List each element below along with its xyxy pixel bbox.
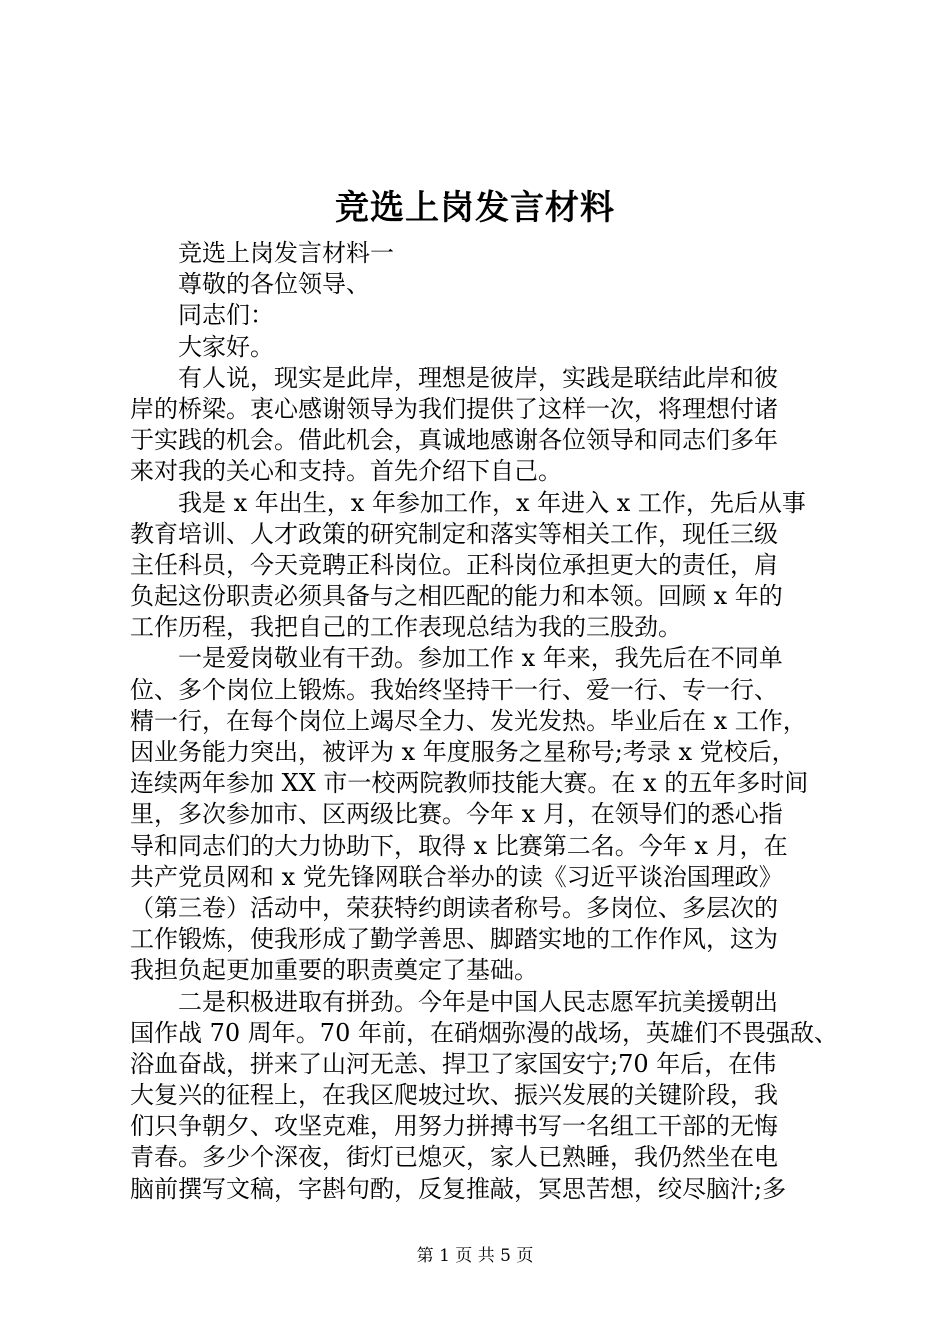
- text-line: 大复兴的征程上，在我区爬坡过坎、振兴发展的关键阶段，我: [130, 1081, 778, 1110]
- text-line: 竞选上岗发言材料一: [178, 239, 394, 267]
- text-line: （第三卷）活动中，荣获特约朗读者称号。多岗位、多层次的: [130, 893, 778, 922]
- text-line: 工作锻炼，使我形成了勤学善思、脚踏实地的工作作风，这为: [130, 925, 778, 954]
- text-line: 精一行，在每个岗位上竭尽全力、发光发热。毕业后在 x 工作，: [130, 706, 807, 735]
- document-body: [130, 238, 840, 1205]
- text-line: 于实践的机会。借此机会，真诚地感谢各位领导和同志们多年: [130, 426, 778, 455]
- page-footer: 第 1 页 共 5 页: [416, 1246, 534, 1266]
- text-line: 负起这份职责必须具备与之相匹配的能力和本领。回顾 x 年的: [130, 582, 783, 611]
- text-line: 我担负起更加重要的职责奠定了基础。: [130, 956, 538, 985]
- paragraph-start-line: 我是 x 年出生，x 年参加工作，x 年进入 x 工作，先后从事: [178, 488, 806, 517]
- text-line: 因业务能力突出，被评为 x 年度服务之星称号;考录 x 党校后，: [130, 738, 796, 766]
- text-line: 教育培训、人才政策的研究制定和落实等相关工作，现任三级: [130, 519, 778, 548]
- text-line: 里，多次参加市、区两级比赛。今年 x 月，在领导们的悉心指: [130, 800, 783, 829]
- text-line: 国作战 70 周年。70 年前，在硝烟弥漫的战场，英雄们不畏强敌、: [130, 1018, 838, 1047]
- text-line: 来对我的关心和支持。首先介绍下自己。: [130, 457, 562, 486]
- text-line: 们只争朝夕、攻坚克难，用努力拼搏书写一名组工干部的无悔: [130, 1112, 778, 1141]
- text-line: 连续两年参加 XX 市一校两院教师技能大赛。在 x 的五年多时间: [130, 769, 809, 798]
- paragraph-start-line: 一是爱岗敬业有干劲。参加工作 x 年来，我先后在不同单: [178, 644, 783, 673]
- text-line: 共产党员网和 x 党先锋网联合举办的读《习近平谈治国理政》: [130, 862, 783, 891]
- paragraph-start-line: 二是积极进取有拼劲。今年是中国人民志愿军抗美援朝出: [178, 987, 778, 1016]
- text-line: 岸的桥梁。衷心感谢领导为我们提供了这样一次，将理想付诸: [130, 394, 778, 423]
- text-line: 主任科员，今天竞聘正科岗位。正科岗位承担更大的责任，肩: [130, 550, 778, 579]
- text-line: 浴血奋战，拼来了山河无恙、捍卫了家国安宁;70 年后，在伟: [130, 1049, 777, 1078]
- paragraph-start-line: 有人说，现实是此岸，理想是彼岸，实践是联结此岸和彼: [178, 363, 778, 392]
- text-line: 工作历程，我把自己的工作表现总结为我的三股劲。: [130, 613, 682, 642]
- text-line: 位、多个岗位上锻炼。我始终坚持干一行、爱一行、专一行、: [130, 675, 778, 704]
- text-line: 导和同志们的大力协助下，取得 x 比赛第二名。今年 x 月，在: [130, 831, 788, 860]
- text-line: 脑前撰写文稿，字斟句酌，反复推敲，冥思苦想，绞尽脑汁;多: [130, 1174, 787, 1203]
- text-line: 大家好。: [178, 332, 274, 361]
- text-line: 尊敬的各位领导、: [178, 270, 370, 299]
- text-line: 青春。多少个深夜，街灯已熄灭，家人已熟睡，我仍然坐在电: [130, 1143, 778, 1172]
- document-title: 竞选上岗发言材料: [335, 188, 615, 228]
- text-line: 同志们：: [178, 301, 274, 330]
